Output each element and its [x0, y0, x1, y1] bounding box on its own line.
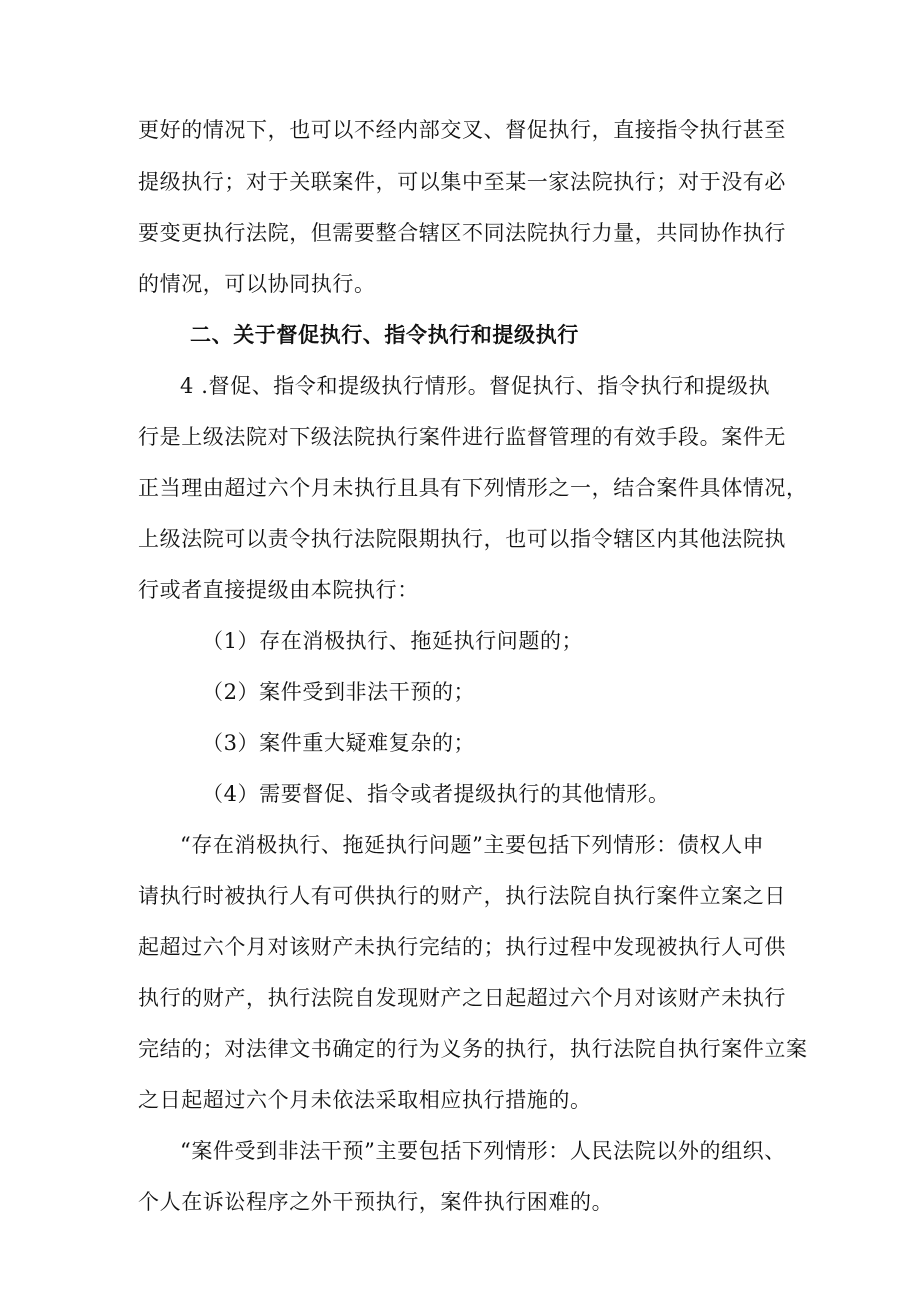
- body-text-line: 之日起超过六个月未依法采取相应执行措施的。: [138, 1088, 592, 1112]
- body-text-line: “案件受到非法干预”主要包括下列情形：人民法院以外的组织、: [180, 1139, 786, 1163]
- body-text-line: 个人在诉讼程序之外干预执行，案件执行困难的。: [138, 1190, 614, 1214]
- body-text-line: 完结的；对法律文书确定的行为义务的执行，执行法院自执行案件立案: [138, 1037, 808, 1061]
- list-item: （3）案件重大疑难复杂的；: [202, 731, 476, 755]
- body-text-line: 起超过六个月对该财产未执行完结的；执行过程中发现被执行人可供: [138, 935, 786, 959]
- body-text-line: 执行的财产，执行法院自发现财产之日起超过六个月对该财产未执行: [138, 986, 786, 1010]
- body-text-line: 的情况，可以协同执行。: [138, 272, 376, 296]
- body-text-line: 上级法院可以责令执行法院限期执行，也可以指令辖区内其他法院执: [138, 527, 786, 551]
- body-text-line: 正当理由超过六个月未执行且具有下列情形之一，结合案件具体情况，: [138, 476, 808, 500]
- body-text-line: 请执行时被执行人有可供执行的财产，执行法院自执行案件立案之日: [138, 884, 786, 908]
- list-item: （2）案件受到非法干预的；: [202, 680, 476, 704]
- list-item: （1）存在消极执行、拖延执行问题的；: [202, 629, 584, 653]
- body-text-line: 行是上级法院对下级法院执行案件进行监督管理的有效手段。案件无: [138, 425, 786, 449]
- section-heading: 二、关于督促执行、指令执行和提级执行: [190, 322, 579, 347]
- body-text-line: 行或者直接提级由本院执行：: [138, 578, 419, 602]
- body-text-line: 要变更执行法院，但需要整合辖区不同法院执行力量，共同协作执行: [138, 221, 786, 245]
- body-text-line: 提级执行；对于关联案件，可以集中至某一家法院执行；对于没有必: [138, 170, 786, 194]
- list-item: （4）需要督促、指令或者提级执行的其他情形。: [202, 782, 670, 806]
- body-text-line: “存在消极执行、拖延执行问题”主要包括下列情形：债权人申: [180, 833, 765, 857]
- body-text-line: 4 .督促、指令和提级执行情形。督促执行、指令执行和提级执: [180, 374, 771, 398]
- body-text-line: 更好的情况下，也可以不经内部交叉、督促执行，直接指令执行甚至: [138, 118, 786, 142]
